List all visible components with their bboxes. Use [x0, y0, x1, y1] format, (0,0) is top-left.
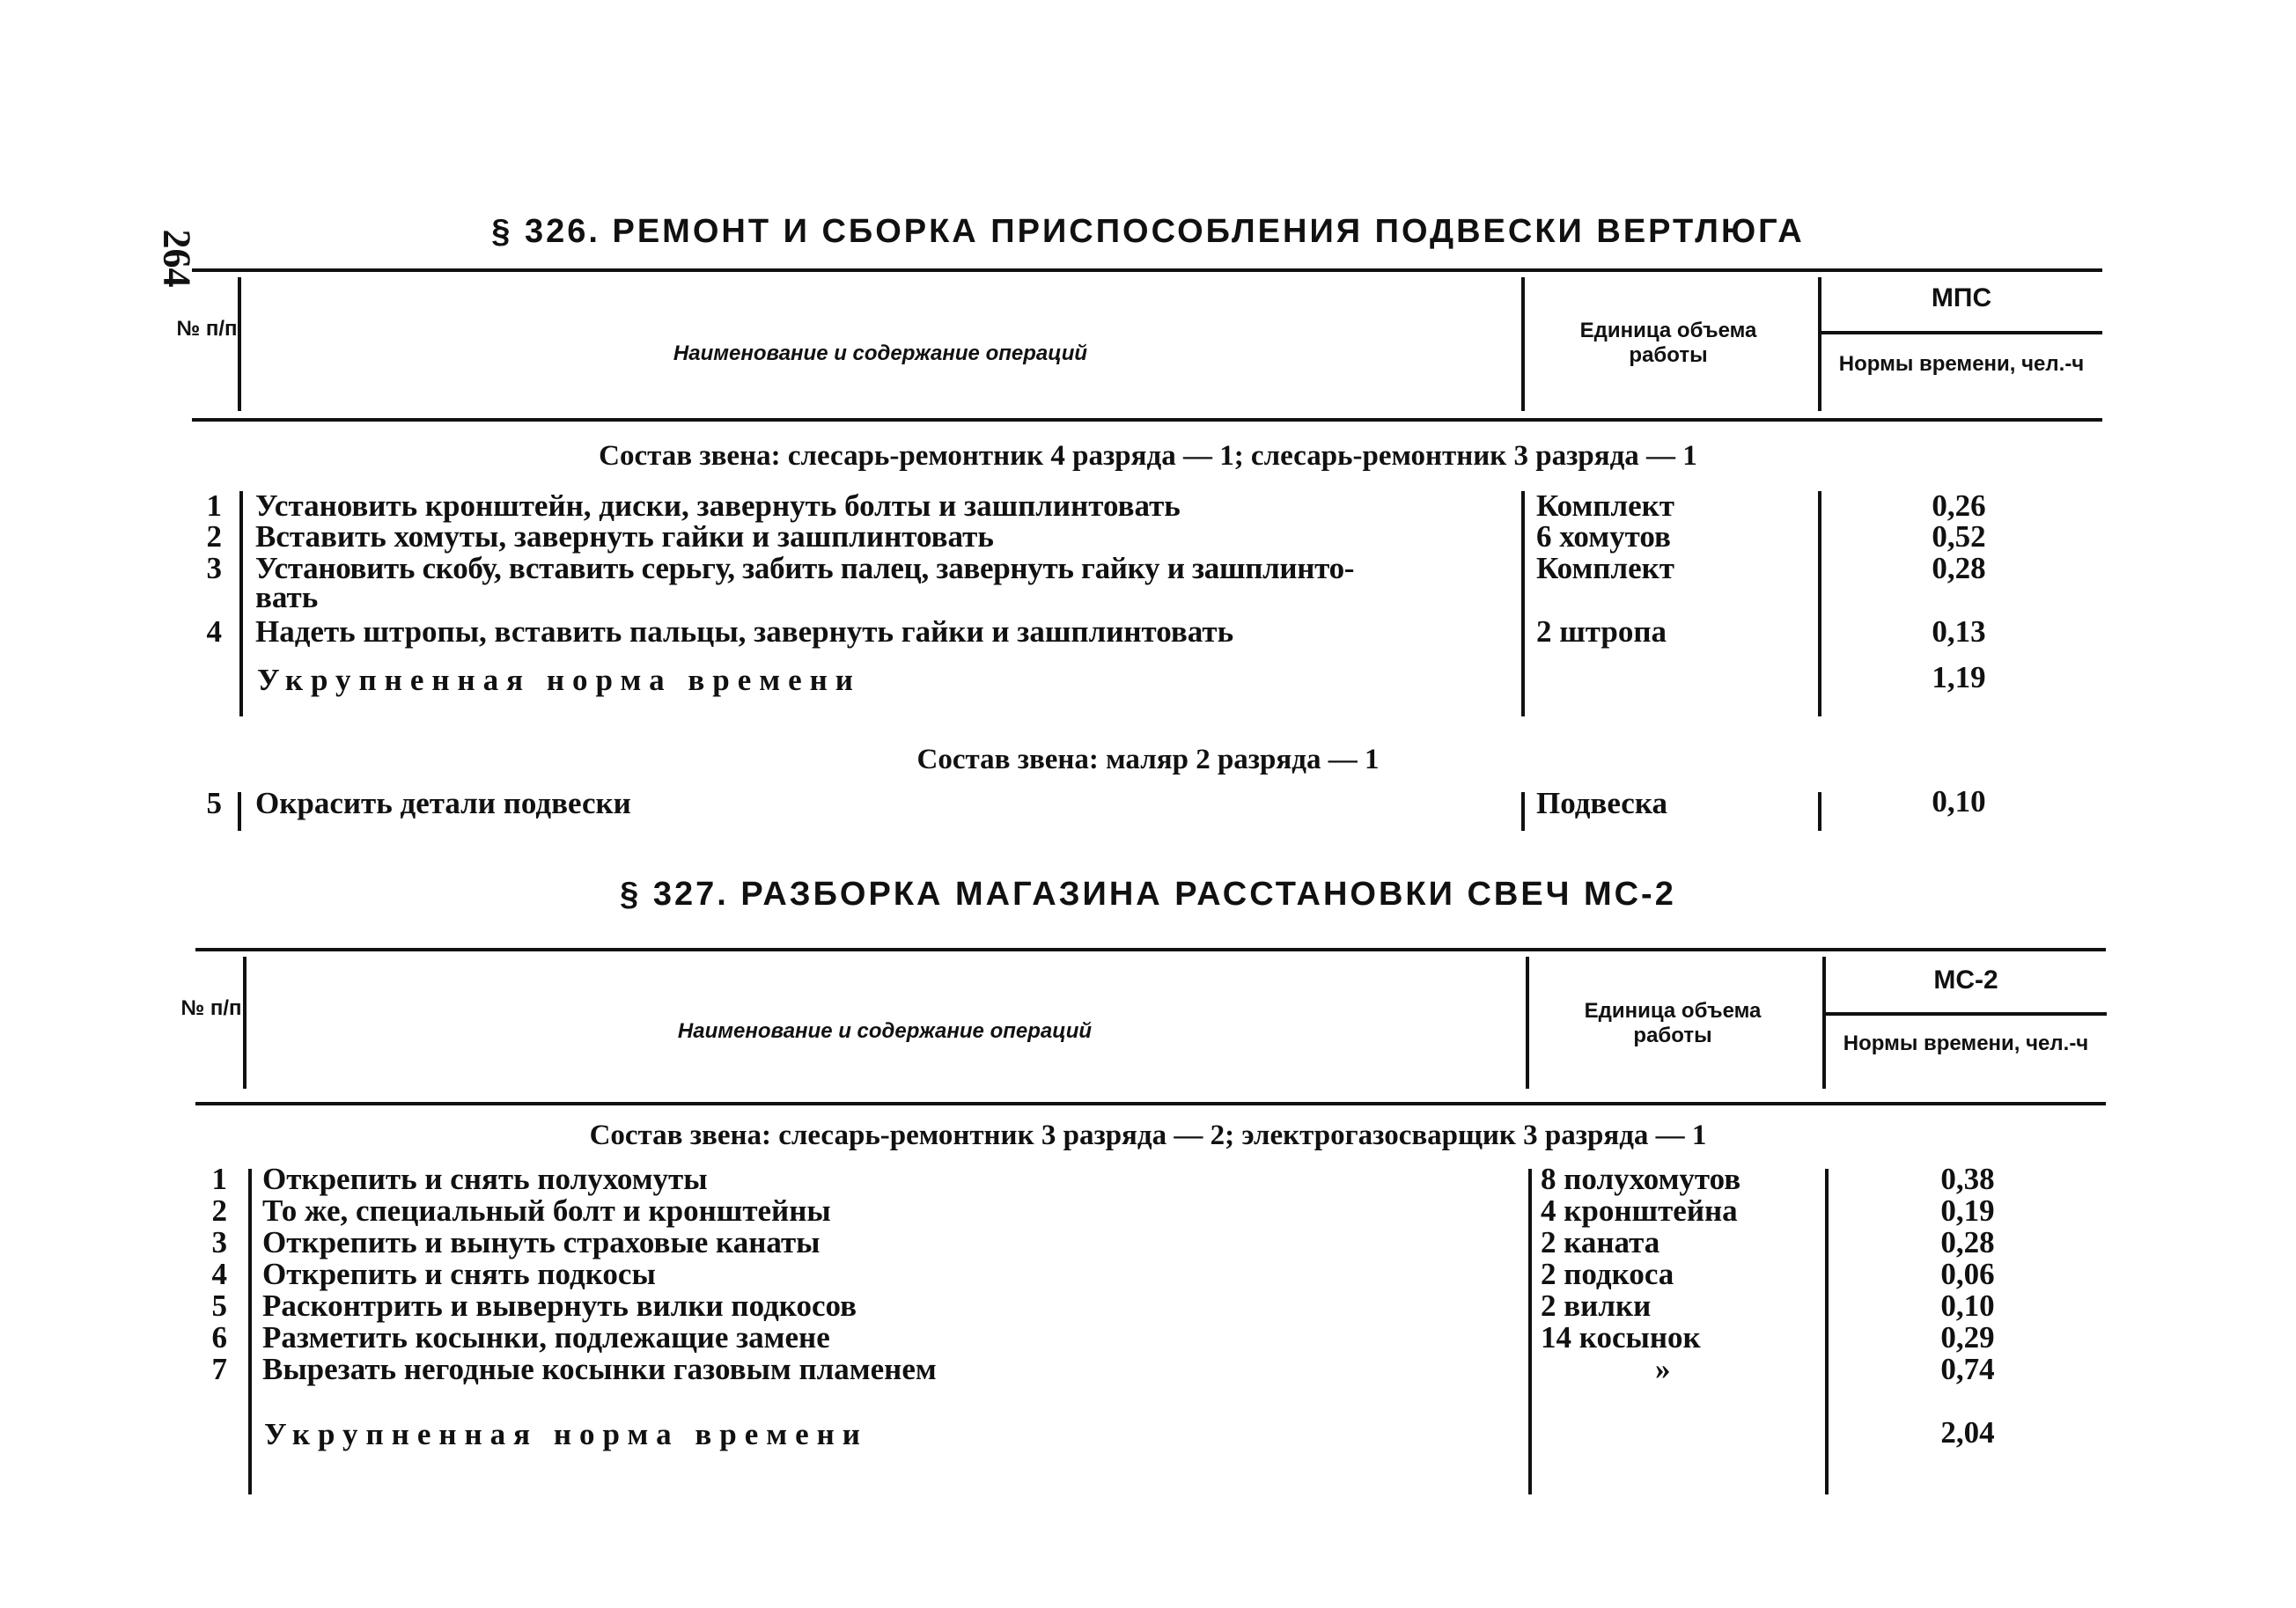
- row-unit: 2 каната: [1541, 1225, 1660, 1259]
- row-operation: Надеть штропы, вставить пальцы, завернуть гайки и зашплинтовать: [255, 614, 1234, 649]
- col-divider: [1521, 277, 1525, 411]
- row-operation: То же, специальный болт и кронштейны: [262, 1193, 831, 1228]
- row-unit: 2 вилки: [1541, 1289, 1652, 1323]
- row-norm: 0,29: [1940, 1320, 1995, 1355]
- header-unit: Единица объема работы: [1579, 319, 1757, 367]
- row-operation: Окрасить детали подвески: [255, 786, 631, 820]
- row-norm: 0,28: [1932, 551, 1986, 585]
- header-name: Наименование и содержание операций: [677, 1019, 1093, 1043]
- header-group: МС-2: [1933, 966, 1998, 995]
- body-divider: [1528, 1169, 1532, 1494]
- row-operation: Открепить и снять полухомуты: [262, 1162, 708, 1196]
- row-unit: 4 кронштейна: [1541, 1193, 1738, 1228]
- header-norm: Нормы времени, чел.-ч: [1843, 1032, 2089, 1055]
- body-divider: [1818, 792, 1821, 831]
- body-divider: [1521, 491, 1525, 716]
- row-norm: 0,10: [1932, 784, 1986, 819]
- header-name: Наименование и содержание операций: [673, 341, 1088, 365]
- row-unit: 14 косынок: [1541, 1320, 1701, 1355]
- row-number: 5: [206, 786, 222, 820]
- row-operation: Разметить косынки, подлежащие замене: [262, 1320, 830, 1355]
- row-number: 5: [211, 1289, 227, 1323]
- row-norm: 0,06: [1940, 1257, 1995, 1291]
- row-number: 2: [206, 519, 222, 554]
- header-unit: Единица объема работы: [1584, 999, 1762, 1047]
- page-number: 264: [155, 229, 199, 288]
- row-number: 7: [211, 1352, 227, 1386]
- row-operation: Установить кронштейн, диски, завернуть болты и зашплинтовать: [255, 488, 1181, 523]
- total-value: 1,19: [1932, 660, 1986, 694]
- row-operation: Открепить и снять подкосы: [262, 1257, 656, 1291]
- row-norm: 0,19: [1940, 1193, 1995, 1228]
- group-rule: [1825, 1012, 2107, 1016]
- row-norm: 0,52: [1932, 519, 1986, 554]
- row-number: 1: [211, 1162, 227, 1196]
- header-group: МПС: [1931, 283, 1992, 312]
- body-divider: [239, 491, 243, 716]
- section-title: § 327. РАЗБОРКА МАГАЗИНА РАССТАНОВКИ СВЕЧ МС-2: [620, 876, 1676, 913]
- row-norm: 0,74: [1940, 1352, 1995, 1386]
- col-divider: [1818, 277, 1821, 411]
- crew-composition: Состав звена: маляр 2 разряда — 1: [916, 744, 1380, 775]
- body-divider: [1521, 792, 1525, 831]
- row-operation: Вырезать негодные косынки газовым пламенем: [262, 1352, 937, 1386]
- col-divider: [238, 277, 241, 411]
- row-number: 4: [206, 614, 222, 649]
- row-operation: Расконтрить и вывернуть вилки подкосов: [262, 1289, 857, 1323]
- table-top-rule: [192, 268, 2102, 272]
- row-operation: Открепить и вынуть страховые канаты: [262, 1225, 821, 1259]
- total-label: Укрупненная норма времени: [264, 1417, 868, 1451]
- row-number: 2: [211, 1193, 227, 1228]
- header-norm: Нормы времени, чел.-ч: [1838, 352, 2085, 376]
- crew-composition: Состав звена: слесарь-ремонтник 4 разряда — 1; слесарь-ремонтник 3 разряда — 1: [599, 440, 1697, 472]
- row-operation-continued: вать: [255, 580, 319, 614]
- row-unit: Комплект: [1536, 488, 1675, 523]
- row-unit: Комплект: [1536, 551, 1675, 585]
- row-norm: 0,26: [1932, 488, 1986, 523]
- row-operation: Установить скобу, вставить серьгу, забить палец, завернуть гайку и зашплинто-: [255, 551, 1355, 585]
- header-bottom-rule: [195, 1102, 2106, 1105]
- row-number: 1: [206, 488, 222, 523]
- row-unit: »: [1655, 1352, 1671, 1386]
- row-number: 6: [211, 1320, 227, 1355]
- row-unit: 2 штропа: [1536, 614, 1667, 649]
- body-divider: [248, 1169, 252, 1494]
- header-bottom-rule: [192, 418, 2102, 422]
- body-divider: [238, 792, 241, 831]
- table-top-rule: [195, 948, 2106, 951]
- col-divider: [1822, 957, 1826, 1089]
- row-number: 3: [206, 551, 222, 585]
- row-norm: 0,13: [1932, 614, 1986, 649]
- header-num: № п/п: [180, 996, 242, 1020]
- crew-composition: Состав звена: слесарь-ремонтник 3 разряда — 2; электрогазосварщик 3 разряда — 1: [589, 1120, 1707, 1151]
- body-divider: [1825, 1169, 1829, 1494]
- row-norm: 0,38: [1940, 1162, 1995, 1196]
- row-norm: 0,10: [1940, 1289, 1995, 1323]
- row-number: 3: [211, 1225, 227, 1259]
- row-unit: 6 хомутов: [1536, 519, 1671, 554]
- section-title: § 326. РЕМОНТ И СБОРКА ПРИСПОСОБЛЕНИЯ ПОДВЕСКИ ВЕРТЛЮГА: [491, 213, 1805, 250]
- body-divider: [1818, 491, 1821, 716]
- row-unit: 2 подкоса: [1541, 1257, 1674, 1291]
- row-unit: Подвеска: [1536, 786, 1667, 820]
- row-operation: Вставить хомуты, завернуть гайки и зашплинтовать: [255, 519, 994, 554]
- total-label: Укрупненная норма времени: [257, 663, 861, 697]
- row-unit: 8 полухомутов: [1541, 1162, 1741, 1196]
- header-num: № п/п: [176, 317, 238, 341]
- group-rule: [1821, 331, 2102, 334]
- row-norm: 0,28: [1940, 1225, 1995, 1259]
- row-number: 4: [211, 1257, 227, 1291]
- col-divider: [1526, 957, 1529, 1089]
- total-value: 2,04: [1940, 1415, 1995, 1450]
